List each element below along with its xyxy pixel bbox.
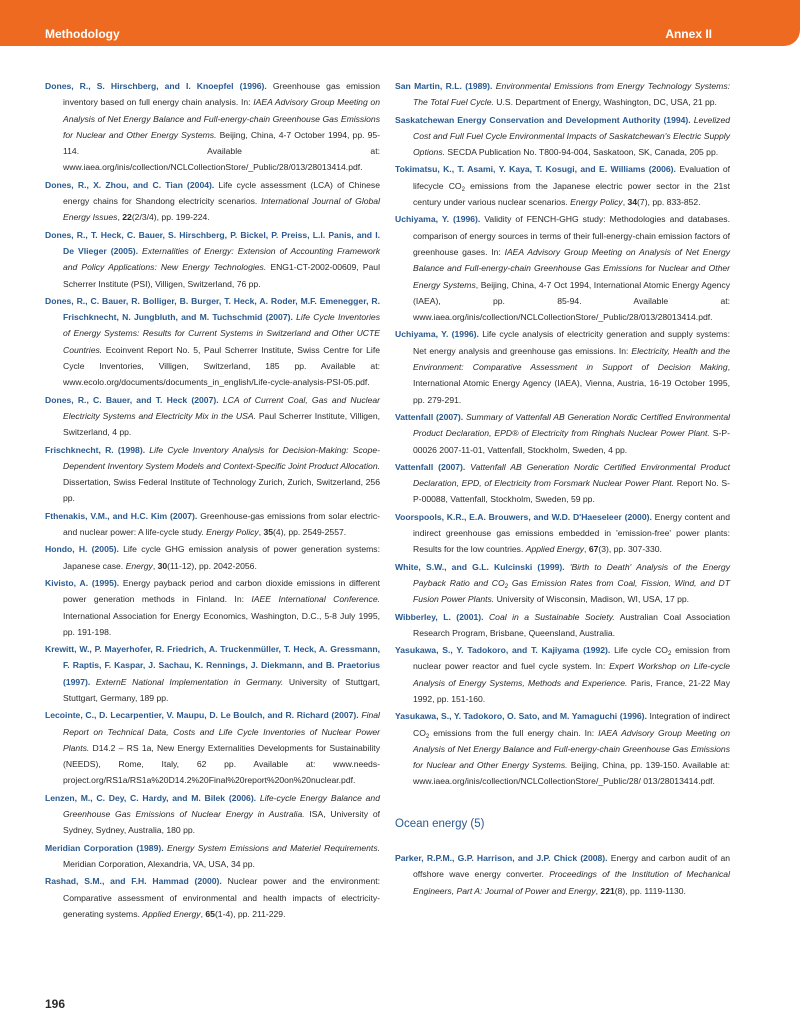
reference-entry bbox=[45, 790, 380, 839]
reference-entry bbox=[45, 641, 380, 706]
reference-title: 'Birth to Death' Analysis of the Energy Payback Ratio and CO bbox=[413, 561, 730, 588]
reference-entry bbox=[395, 509, 730, 558]
reference-entry bbox=[395, 409, 730, 458]
reference-text: Nuclear power and the environment: Comparative assessment of environmental and health impacts of electricity-generating systems. bbox=[63, 876, 380, 919]
reference-text: Meridian Corporation, Alexandria, VA, USA, 34 pp. bbox=[63, 858, 255, 869]
reference-title: Applied Energy bbox=[525, 544, 585, 555]
reference-authors: San Martin, R.L. (1989). bbox=[395, 81, 493, 91]
page-number: 196 bbox=[45, 997, 66, 1011]
reference-title: Life Cycle Inventory Analysis for Decision-Making: Scope-Dependent Inventory System Models and Context-Specific Joint Product Allocation. bbox=[63, 444, 380, 471]
reference-authors: Tokimatsu, K., T. Asami, Y. Kaya, T. Kosugi, and E. Williams (2006). bbox=[395, 164, 676, 175]
reference-text: Report No. S-P-00088, Vattenfall, Stockholm, Sweden, 59 pp. bbox=[413, 478, 730, 505]
reference-text: , bbox=[258, 527, 264, 538]
reference-text: ISA, University of Sydney, Sydney, Australia, 180 pp. bbox=[63, 809, 381, 836]
reference-title: International Journal of Global Energy Issues bbox=[63, 196, 380, 223]
reference-text: SECDA Publication No. T800-94-004, Saskatoon, SK, Canada, 205 pp. bbox=[445, 147, 719, 158]
reference-text: D14.2 – RS 1a, New Energy Externalities Developments for Sustainability (NEEDS), Rome, Italy, 62 pp. Available at: www.needs-project.org/RS1a/RS1a%20D14.2%20Final%20report%20on%20nuclear.pdf. bbox=[63, 742, 380, 786]
reference-title: Life Cycle Inventories of Energy Systems: Results for Current Systems in Switzerland and Other UCTE Countries. bbox=[63, 312, 380, 355]
subscript: 2 bbox=[461, 186, 465, 193]
reference-text: Ecoinvent Report No. 5, Paul Scherrer Institute, Swiss Centre for Life Cycle Inventories, Villigen, Switzerland, 185 pp. Available at: www.ecolo.org/documents/documents_in_english/Life-cycle-analysis-PSI-05.pdf. bbox=[63, 344, 380, 388]
page-header bbox=[0, 0, 800, 46]
reference-text: (3), pp. 307-330. bbox=[598, 544, 662, 555]
reference-authors: Yasukawa, S., Y. Tadokoro, and T. Kajiyama (1992). bbox=[395, 645, 611, 656]
reference-text: Paris, France, 21-22 May 1992, pp. 151-160. bbox=[413, 677, 730, 704]
reference-authors: Kivisto, A. (1995). bbox=[45, 577, 120, 588]
reference-entry bbox=[395, 642, 730, 707]
reference-authors: Hondo, H. (2005). bbox=[45, 544, 119, 555]
subscript: 2 bbox=[425, 733, 430, 740]
reference-title: Externalities of Energy: Extension of Accounting Framework and Policy Applications: New Energy Technologies. bbox=[63, 245, 381, 273]
reference-entry bbox=[395, 211, 730, 325]
subscript: 2 bbox=[504, 583, 509, 590]
reference-authors: Parker, R.P.M., G.P. Harrison, and J.P. Chick (2008). bbox=[395, 853, 608, 864]
reference-title: Summary of Vattenfall AB Generation Nordic Certified Environmental Product Declaration, EPD® of Electricity from Ringhals Nuclear Power Plant. bbox=[413, 411, 731, 439]
reference-title: Expert Workshop on Life-cycle Analysis of Energy Systems, Methods and Experience. bbox=[413, 661, 731, 688]
reference-text: Greenhouse gas emission inventory based on full energy chain analysis. In: bbox=[63, 81, 380, 108]
reference-text: Validity of FENCH-GHG study: Methodologies and databases. comparison of energy sources in terms of their full-energy-chain emission factors of greenhouse gases. In: bbox=[413, 214, 730, 257]
reference-title: Vattenfall AB Generation Nordic Certified Environmental Product Declaration, EPD, of Electricity from Forsmark Nuclear Power Plant. bbox=[413, 461, 730, 489]
reference-authors: Yasukawa, S., Y. Tadokoro, O. Sato, and M. Yamaguchi (1996). bbox=[395, 711, 647, 722]
reference-entry bbox=[395, 850, 730, 899]
reference-text: (2/3/4), pp. 199-224. bbox=[131, 212, 210, 223]
reference-authors: Meridian Corporation (1989). bbox=[45, 842, 164, 853]
reference-title: Final Report on Technical Data, Costs and Life Cycle Inventories of Nuclear Power Plants. bbox=[63, 710, 380, 753]
reference-text: Life cycle CO bbox=[610, 645, 668, 656]
annex-title: Annex II bbox=[665, 27, 712, 41]
reference-entry bbox=[395, 559, 730, 608]
reference-entry bbox=[45, 508, 380, 541]
reference-text: Energy payback period and carbon dioxide emissions in different power generation methods in Finland. In: bbox=[63, 577, 380, 605]
reference-title: Life-cycle Energy Balance and Greenhouse Gas Emissions of Nuclear Energy in Australia. bbox=[63, 792, 380, 820]
reference-entry bbox=[395, 112, 730, 161]
reference-title: IAEE International Conference. bbox=[251, 594, 380, 605]
reference-title: Environmental Emissions from Energy Technology Systems: The Total Fuel Cycle. bbox=[413, 81, 731, 108]
reference-entry bbox=[45, 873, 380, 922]
reference-volume: 221 bbox=[600, 885, 615, 896]
reference-text: (7), pp. 833-852. bbox=[637, 197, 701, 208]
reference-text: , bbox=[584, 544, 589, 555]
reference-entry bbox=[45, 78, 380, 176]
reference-text: University of Wisconsin, Madison, WI, USA, 17 pp. bbox=[494, 594, 690, 605]
ocean-energy-heading: Ocean energy (5) bbox=[395, 817, 485, 830]
reference-text: , bbox=[595, 885, 601, 896]
reference-text: Beijing, China, 4-7 October 1994, pp. 95-114. Available at: www.iaea.org/inis/collection/NCLCollectionStore/_Public/28/013/28013414.pdf. bbox=[63, 129, 380, 173]
reference-text: Greenhouse-gas emissions from solar electric- and nuclear power: A life-cycle study. bbox=[63, 510, 381, 538]
reference-text: emission from nuclear power reactor and fuel cycle system. In: bbox=[413, 645, 731, 672]
reference-authors: Uchiyama, Y. (1996). bbox=[395, 214, 481, 225]
reference-text: Australian Coal Association Research Program, Brisbane, Queensland, Australia. bbox=[413, 611, 730, 638]
reference-text: Life cycle analysis of electricity generation and supply systems: Net energy analysis and greenhouse gas emissions. In: bbox=[413, 329, 730, 356]
reference-authors: Dones, R., S. Hirschberg, and I. Knoepfel (1996). bbox=[45, 81, 267, 91]
right-refs bbox=[395, 78, 730, 790]
reference-text: , bbox=[622, 197, 628, 208]
reference-text: Life cycle assessment (LCA) of Chinese energy chains for Shandong electricity scenarios. bbox=[63, 179, 380, 207]
reference-entry bbox=[395, 459, 730, 508]
reference-volume: 67 bbox=[588, 544, 599, 555]
reference-entry bbox=[45, 293, 380, 391]
reference-entry bbox=[45, 707, 380, 788]
reference-text: Integration of indirect CO bbox=[413, 711, 730, 738]
reference-text: (8), pp. 1119-1130. bbox=[614, 885, 686, 896]
reference-text: (4), pp. 2549-2557. bbox=[273, 527, 347, 538]
reference-entry bbox=[395, 326, 730, 407]
reference-title: Energy Policy bbox=[570, 197, 623, 208]
subscript: 2 bbox=[668, 651, 672, 658]
reference-title: ExternE National Implementation in Germany. bbox=[95, 676, 284, 687]
reference-authors: Saskatchewan Energy Conservation and Development Authority (1994). bbox=[395, 114, 691, 125]
reference-title: Levelized Cost and Full Fuel Cycle Environmental Impacts of Saskatchewan's Electric Supply Options. bbox=[413, 114, 730, 158]
reference-entry bbox=[45, 840, 380, 873]
reference-title: Applied Energy bbox=[142, 908, 201, 919]
reference-entry bbox=[45, 575, 380, 640]
reference-authors: Wibberley, L. (2001). bbox=[395, 611, 484, 622]
reference-authors: White, S.W., and G.L. Kulcinski (1999). bbox=[395, 561, 565, 572]
reference-text: Energy and carbon audit of an offshore wave energy converter. bbox=[413, 853, 731, 880]
reference-authors: Dones, R., C. Bauer, R. Bolliger, B. Burger, T. Heck, A. Roder, M.F. Emenegger, R. Frischknecht, N. Jungbluth, and M. Tuchschmid (2007). bbox=[45, 295, 380, 323]
reference-title: IAEA Advisory Group Meeting on Analysis of Net Energy Balance and Full-energy-chain Greenhouse Gas Emissions for Nuclear and Other Energy Systems. bbox=[63, 97, 380, 140]
reference-text: , Beijing, China, 4-7 Oct 1994, International Atomic Energy Agency (IAEA), pp. 85-94. Available at: www.iaea.org/inis/collection/NCLCollectionStore/_Public/28/013/28013414.pdf. bbox=[413, 279, 730, 323]
reference-title: IAEA Advisory Group Meeting on Analysis of Net Energy Balance and Full-energy-chain Greenhouse Gas Emissions for Nuclear and Other Energy Systems. bbox=[413, 727, 730, 771]
reference-entry bbox=[395, 161, 730, 210]
ocean-refs bbox=[395, 850, 730, 899]
reference-authors: Lenzen, M., C. Dey, C. Hardy, and M. Bilek (2006). bbox=[45, 792, 257, 803]
reference-text: Energy content and indirect greenhouse gas emissions embedded in 'emission-free' power plants: Results for the low countries. bbox=[413, 511, 730, 555]
reference-authors: Dones, R., X. Zhou, and C. Tian (2004). bbox=[45, 179, 215, 190]
reference-authors: Krewitt, W., P. Mayerhofer, R. Friedrich, A. Truckenmüller, T. Heck, A. Gressmann, F. Raptis, F. Kaspar, J. Sachau, K. Rennings, J. Diekmann, and B. Praetorius (1997). bbox=[45, 644, 380, 687]
reference-authors: Frischknecht, R. (1998). bbox=[45, 444, 146, 455]
reference-title: Electricity, Health and the Environment: Comparative Assessment in Support of Decision Making bbox=[413, 345, 730, 373]
reference-authors: Lecointe, C., D. Lecarpentier, V. Maupu, D. Le Boulch, and R. Richard (2007). bbox=[45, 710, 359, 721]
reference-authors: Voorspools, K.R., E.A. Brouwers, and W.D. D'Haeseleer (2000). bbox=[395, 511, 652, 522]
reference-text: emissions from the full energy chain. In: bbox=[429, 727, 599, 738]
reference-text: ENG1-CT-2002-00609, Paul Scherrer Institute (PSI), Villigen, Switzerland, 76 pp. bbox=[63, 262, 380, 289]
reference-entry bbox=[45, 541, 380, 574]
reference-title: Energy System Emissions and Materiel Requirements. bbox=[167, 842, 381, 853]
reference-title: IAEA Advisory Group Meeting on Analysis of Net Energy Balance and Full-energy-chain Greenhouse Gas Emissions for Nuclear and Other Energy Systems bbox=[413, 246, 731, 290]
reference-authors: Dones, R., C. Bauer, and T. Heck (2007). bbox=[45, 394, 219, 405]
reference-volume: 30 bbox=[157, 560, 168, 571]
reference-text: Beijing, China, pp. 139-150. Available at: www.iaea.org/inis/collection/NCLCollectionStore/_Public/28/ 013/28013414.pdf. bbox=[413, 760, 730, 787]
reference-text: International Association for Energy Economics, Washington, D.C., 5-8 July 1995, pp. 191-198. bbox=[63, 610, 380, 637]
reference-entry bbox=[395, 78, 730, 111]
reference-text: , bbox=[152, 560, 158, 571]
right-column bbox=[395, 78, 730, 900]
reference-text: , bbox=[117, 212, 123, 223]
reference-text: , bbox=[200, 908, 206, 919]
reference-authors: Vattenfall (2007). bbox=[395, 461, 466, 472]
reference-text: S-P-00026 2007-11-01, Vattenfall, Stockholm, Sweden, 4 pp. bbox=[413, 428, 730, 455]
reference-entry bbox=[395, 708, 730, 789]
reference-entry bbox=[45, 392, 380, 441]
reference-title: Energy bbox=[125, 560, 153, 571]
reference-title: Proceedings of the Institution of Mechanical Engineers, Part A: Journal of Power and Energy bbox=[413, 869, 730, 896]
reference-volume: 34 bbox=[627, 197, 638, 208]
reference-volume: 22 bbox=[122, 212, 132, 223]
reference-text: Paul Scherrer Institute, Villigen, Switzerland, 4 pp. bbox=[63, 410, 380, 438]
reference-authors: Uchiyama, Y. (1996). bbox=[395, 329, 479, 340]
reference-title: Energy Policy bbox=[206, 527, 259, 538]
reference-entry bbox=[45, 177, 380, 226]
reference-entry bbox=[395, 609, 730, 642]
reference-volume: 35 bbox=[263, 527, 274, 538]
reference-volume: 65 bbox=[205, 908, 215, 919]
section-title: Methodology bbox=[45, 27, 120, 41]
reference-text: , International Atomic Energy Agency (IAEA), Vienna, Austria, 16-19 October 1995, pp. 279-291. bbox=[413, 362, 730, 405]
left-column bbox=[45, 78, 380, 923]
reference-title: Coal in a Sustainable Society. bbox=[488, 611, 615, 622]
reference-entry bbox=[45, 442, 380, 507]
reference-authors: Dones, R., T. Heck, C. Bauer, S. Hirschberg, P. Bickel, P. Preiss, L.I. Panis, and I. De Vlieger (2005). bbox=[45, 229, 380, 256]
reference-authors: Vattenfall (2007). bbox=[395, 411, 464, 422]
reference-text: U.S. Department of Energy, Washington, DC, USA, 21 pp. bbox=[493, 97, 717, 108]
reference-text: emissions from the Japanese electric power sector in the 21st century under various nuclear scenarios. bbox=[413, 180, 730, 208]
reference-text: University of Stuttgart, Stuttgart, Germany, 189 pp. bbox=[63, 676, 380, 703]
reference-title: LCA of Current Coal, Gas and Nuclear Electricity Systems and Electricity Mix in the USA. bbox=[63, 394, 381, 421]
reference-text: Evaluation of lifecycle CO bbox=[413, 164, 730, 191]
reference-text: (1-4), pp. 211-229. bbox=[214, 908, 286, 919]
reference-authors: Fthenakis, V.M., and H.C. Kim (2007). bbox=[45, 510, 198, 521]
reference-authors: Rashad, S.M., and F.H. Hammad (2000). bbox=[45, 876, 222, 887]
reference-title: Gas Emission Rates from Coal, Fission, Wind, and DT Fusion Power Plants. bbox=[413, 577, 730, 605]
reference-text: Dissertation, Swiss Federal Institute of Technology Zurich, Zurich, Switzerland, 256 pp. bbox=[63, 477, 380, 504]
reference-text: Life cycle GHG emission analysis of power generation systems: Japanese case. bbox=[63, 544, 380, 571]
reference-text: (11-12), pp. 2042-2056. bbox=[167, 560, 257, 571]
reference-entry bbox=[45, 227, 380, 292]
